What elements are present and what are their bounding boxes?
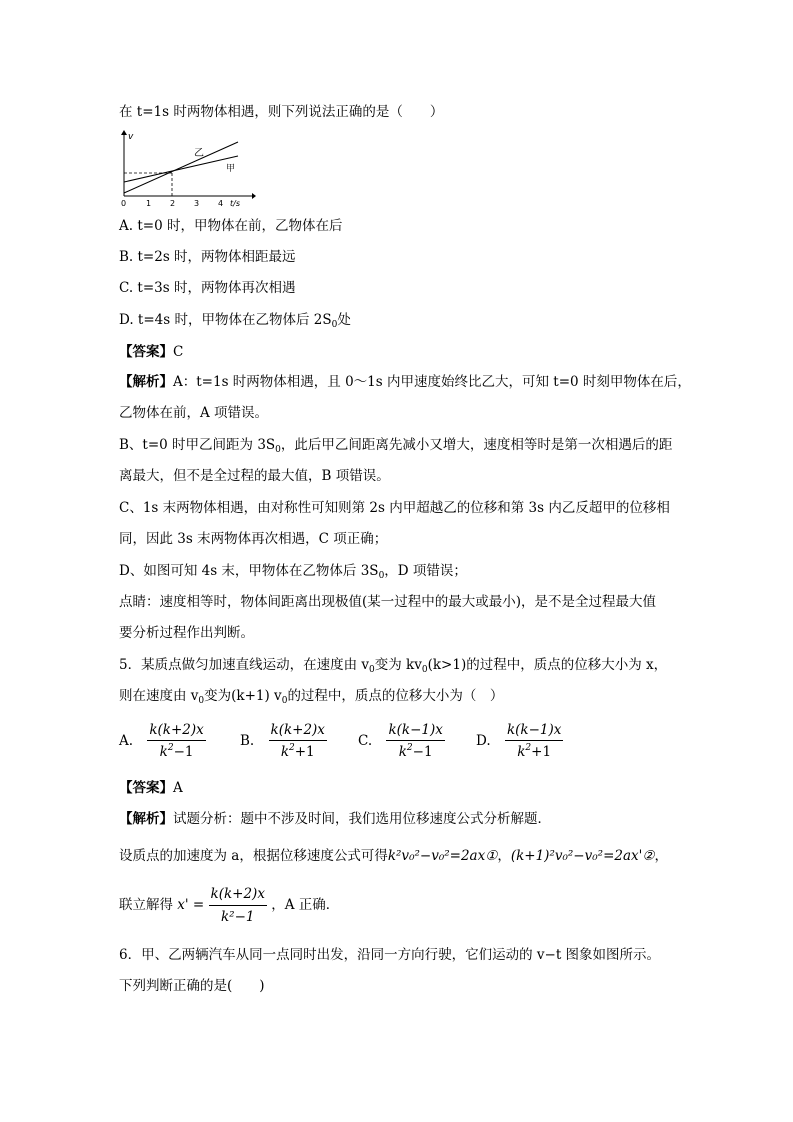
q5-l2-text-b: 变为(k+1) v bbox=[204, 688, 282, 704]
q5-sub-a: 0 bbox=[369, 665, 375, 675]
tick-2: 2 bbox=[170, 199, 176, 208]
d-text: D、如图可知 4s 末，甲物体在乙物体后 3S bbox=[119, 563, 379, 579]
result-numerator: k(k+2)x bbox=[209, 885, 267, 906]
q5-l2-text-a: 则在速度由 v bbox=[119, 688, 199, 704]
tick-4: 4 bbox=[218, 199, 224, 208]
q5-option-a-fraction bbox=[147, 722, 205, 760]
question-6-line-1: 6．甲、乙两辆汽车从同一点同时出发，沿同一方向行驶，它们运动的 v−t 图象如图所示。 bbox=[119, 947, 661, 963]
analysis-2-line-1 bbox=[119, 809, 551, 829]
question-5-line-1 bbox=[119, 655, 667, 680]
q5-text-c: (k>1)的过程中，质点的位移大小为 x， bbox=[427, 657, 668, 673]
fraction-denominator: $k^2+1$ bbox=[280, 743, 315, 760]
analysis-2-line-3 bbox=[119, 885, 339, 926]
b-subscript: 0 bbox=[275, 445, 281, 455]
analysis-d-line bbox=[119, 561, 467, 586]
q5-sub-b: 0 bbox=[421, 665, 428, 675]
b-tail: ，此后甲乙间距离先减小又增大，速度相等时是第一次相遇后的距 bbox=[280, 437, 673, 453]
option-d-subscript: 0 bbox=[331, 320, 338, 330]
q5-text-a: 5．某质点做匀加速直线运动，在速度由 v bbox=[119, 657, 370, 673]
q5-l2-text-c: 的过程中，质点的位移大小为（ ） bbox=[287, 688, 504, 704]
tick-3: 3 bbox=[194, 199, 200, 208]
q5-option-d-fraction bbox=[505, 722, 563, 760]
q5-l2-sub-a: 0 bbox=[198, 696, 205, 706]
q5-option-a-letter: A. bbox=[119, 733, 134, 749]
question-6-line-2: 下列判断正确的是( ) bbox=[119, 978, 265, 994]
result-fraction bbox=[209, 885, 267, 926]
question-5-line-2 bbox=[119, 686, 503, 711]
line-label-yi: 乙 bbox=[194, 148, 204, 159]
q5-option-d bbox=[476, 722, 563, 760]
q5-option-a bbox=[119, 722, 206, 760]
q5-option-b bbox=[240, 722, 327, 760]
line-yi bbox=[124, 142, 238, 193]
fraction-denominator: $k^2-1$ bbox=[159, 743, 194, 760]
analysis-2-result-tail: ，A 正确． bbox=[271, 897, 340, 913]
analysis-label: 【解析】 bbox=[119, 374, 173, 390]
equation-1: k²v₀²−v₀²=2ax① bbox=[387, 848, 498, 864]
analysis-c-line-1: C、1s 末两物体相遇，由对称性可知则第 2s 内甲超越乙的位移和第 3s 内乙反超甲的位移相 bbox=[119, 500, 670, 516]
analysis-b-line-1 bbox=[119, 435, 672, 460]
fraction-numerator: k(k−1)x bbox=[386, 722, 444, 741]
y-axis-label: v bbox=[128, 132, 134, 142]
answer-2 bbox=[119, 778, 183, 798]
option-d bbox=[119, 310, 351, 335]
analysis-2-text: 设质点的加速度为 a，根据位移速度公式可得 bbox=[119, 848, 388, 864]
result-denominator: k²−1 bbox=[220, 909, 255, 925]
question-4-stem: 在 t=1s 时两物体相遇，则下列说法正确的是（ ） bbox=[119, 104, 444, 120]
answer-value: C bbox=[173, 344, 184, 360]
fraction-denominator: $k^2+1$ bbox=[517, 743, 552, 760]
analysis-b-line-2: 离最大，但不是全过程的最大值，B 项错误。 bbox=[119, 468, 390, 484]
analysis-2-line-2: 设质点的加速度为 a，根据位移速度公式可得k²v₀²−v₀²=2ax①，(k+1)²v₀²−v₀²=2ax'②， bbox=[119, 848, 668, 864]
q5-option-c bbox=[358, 722, 445, 760]
d-tail: ，D 项错误； bbox=[384, 563, 467, 579]
analysis-1-line-1 bbox=[119, 372, 691, 392]
fraction-denominator: $k^2-1$ bbox=[398, 743, 433, 760]
result-lhs: x' = bbox=[177, 897, 205, 913]
d-subscript: 0 bbox=[378, 571, 385, 581]
tick-0: 0 bbox=[121, 199, 127, 208]
x-axis-label: t/s bbox=[230, 199, 240, 208]
tick-1: 1 bbox=[146, 199, 152, 208]
vt-graph bbox=[116, 130, 256, 208]
dianjing-line-1: 点睛：速度相等时，物体间距离出现极值(某一过程中的最大或最小)，是不是全过程最大值 bbox=[119, 594, 657, 610]
fraction-numerator: k(k+2)x bbox=[269, 722, 327, 741]
answer-value: A bbox=[173, 780, 183, 796]
analysis-c-line-2: 同，因此 3s 末两物体再次相遇，C 项正确； bbox=[119, 531, 388, 547]
dianjing-line-2: 要分析过程作出判断。 bbox=[119, 625, 254, 641]
option-a: A. t=0 时，甲物体在前，乙物体在后 bbox=[119, 218, 343, 234]
analysis-2-result-text: 联立解得 bbox=[119, 897, 173, 913]
analysis-text: A：t=1s 时两物体相遇，且 0～1s 内甲速度始终比乙大，可知 t=0 时刻甲物体在后， bbox=[173, 374, 691, 390]
line-label-jia: 甲 bbox=[226, 164, 236, 174]
option-d-text: D. t=4s 时，甲物体在乙物体后 2S bbox=[119, 312, 332, 328]
option-c: C. t=3s 时，两物体再次相遇 bbox=[119, 280, 296, 296]
b-text: B、t=0 时甲乙间距为 3S bbox=[119, 437, 276, 453]
q5-option-b-letter: B. bbox=[240, 733, 255, 749]
option-b: B. t=2s 时，两物体相距最远 bbox=[119, 249, 296, 265]
analysis-text: 试题分析：题中不涉及时间，我们选用位移速度公式分析解题． bbox=[173, 811, 551, 827]
line-jia bbox=[124, 156, 238, 182]
x-axis-arrow bbox=[252, 193, 256, 199]
q5-text-b: 变为 kv bbox=[374, 657, 422, 673]
q5-option-d-letter: D. bbox=[476, 733, 491, 749]
y-axis-arrow bbox=[121, 130, 127, 135]
analysis-label: 【解析】 bbox=[119, 811, 173, 827]
option-d-tail: 处 bbox=[337, 312, 351, 328]
answer-label: 【答案】 bbox=[119, 344, 173, 360]
answer-label: 【答案】 bbox=[119, 780, 173, 796]
q5-option-c-letter: C. bbox=[358, 733, 373, 749]
equation-2: (k+1)²v₀²−v₀²=2ax'② bbox=[510, 848, 655, 864]
fraction-numerator: k(k+2)x bbox=[147, 722, 205, 741]
analysis-1-line-2: 乙物体在前，A 项错误。 bbox=[119, 405, 269, 421]
fraction-numerator: k(k−1)x bbox=[505, 722, 563, 741]
q5-l2-sub-b: 0 bbox=[281, 696, 288, 706]
answer-1 bbox=[119, 342, 183, 362]
q5-option-b-fraction bbox=[269, 722, 327, 760]
q5-option-c-fraction bbox=[386, 722, 444, 760]
